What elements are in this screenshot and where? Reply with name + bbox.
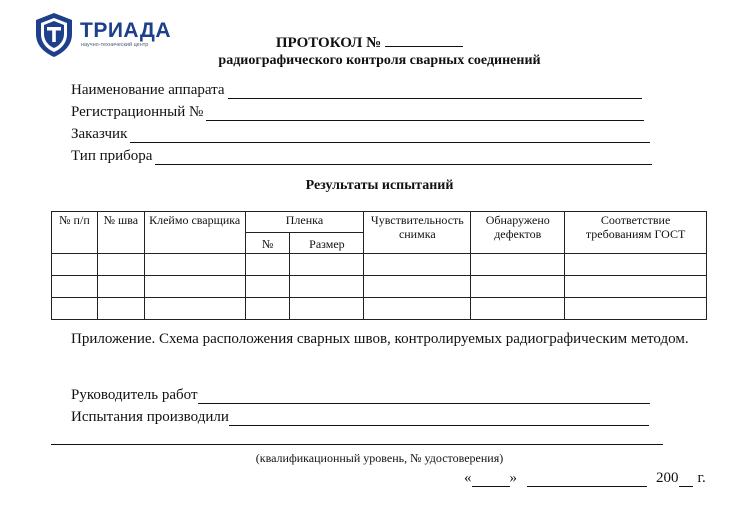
- date-month-blank[interactable]: [527, 473, 647, 487]
- signature-head: [71, 386, 650, 404]
- date-open-quote: «: [464, 470, 472, 486]
- table-cell[interactable]: [471, 276, 565, 298]
- table-cell[interactable]: [364, 276, 471, 298]
- field-device-type-blank[interactable]: [155, 151, 652, 165]
- field-customer: [71, 125, 650, 143]
- table-cell[interactable]: [245, 298, 290, 320]
- table-cell[interactable]: [97, 298, 144, 320]
- field-registration-blank[interactable]: [206, 107, 644, 121]
- field-customer-blank[interactable]: [130, 129, 650, 143]
- col-sensitivity-header: Чувствительность снимка: [364, 212, 471, 254]
- protocol-title: [0, 34, 739, 52]
- qualification-blank[interactable]: [51, 444, 663, 445]
- field-registration-label: Регистрационный №: [71, 104, 204, 120]
- table-cell[interactable]: [52, 254, 98, 276]
- table-row: [52, 276, 707, 298]
- field-device-type-label: Тип прибора: [71, 148, 153, 164]
- table-cell[interactable]: [97, 254, 144, 276]
- table-cell[interactable]: [565, 254, 707, 276]
- table-cell[interactable]: [471, 254, 565, 276]
- date-line: [464, 469, 706, 487]
- protocol-number-blank[interactable]: [385, 34, 463, 47]
- table-cell[interactable]: [364, 298, 471, 320]
- signature-testers-label: Испытания производили: [71, 409, 229, 425]
- logo-subtitle: научно-технический центр: [81, 42, 149, 48]
- table-cell[interactable]: [290, 276, 364, 298]
- field-registration: [71, 103, 644, 121]
- field-apparatus: [71, 81, 642, 99]
- table-cell[interactable]: [144, 298, 245, 320]
- table-cell[interactable]: [245, 254, 290, 276]
- col-gost-header: Соответствие требованиям ГОСТ: [565, 212, 707, 254]
- table-cell[interactable]: [565, 276, 707, 298]
- table-cell[interactable]: [144, 254, 245, 276]
- table-cell[interactable]: [52, 298, 98, 320]
- table-cell[interactable]: [290, 298, 364, 320]
- date-year-blank[interactable]: [679, 473, 693, 487]
- table-row: [52, 254, 707, 276]
- table-cell[interactable]: [565, 298, 707, 320]
- table-cell[interactable]: [245, 276, 290, 298]
- field-device-type: [71, 147, 652, 165]
- col-film-header: Пленка: [245, 212, 364, 233]
- signature-testers-blank[interactable]: [229, 412, 649, 426]
- table-cell[interactable]: [364, 254, 471, 276]
- table-cell[interactable]: [97, 276, 144, 298]
- date-day-blank[interactable]: [472, 473, 510, 487]
- table-header-row: [52, 212, 707, 233]
- table-cell[interactable]: [471, 298, 565, 320]
- col-weld-header: № шва: [97, 212, 144, 254]
- protocol-subtitle: радиографического контроля сварных соединений: [218, 53, 541, 68]
- col-film-number-header: №: [245, 233, 290, 254]
- field-apparatus-label: Наименование аппарата: [71, 82, 225, 98]
- table-row: [52, 298, 707, 320]
- col-stamp-header: Клеймо сварщика: [144, 212, 245, 254]
- results-title: Результаты испытаний: [305, 178, 454, 193]
- table-cell[interactable]: [144, 276, 245, 298]
- logo-name: ТРИАДА: [80, 19, 171, 42]
- appendix-text: Приложение. Схема расположения сварных швов, контролируемых радиографическим методом.: [71, 331, 689, 347]
- date-year-prefix: 200: [656, 470, 679, 486]
- signature-testers: [71, 408, 649, 426]
- col-defects-header: Обнаружено дефектов: [471, 212, 565, 254]
- date-year-suffix: г.: [697, 470, 706, 486]
- date-close-quote: »: [509, 470, 517, 486]
- signature-head-label: Руководитель работ: [71, 387, 198, 403]
- field-apparatus-blank[interactable]: [228, 85, 642, 99]
- results-table: [51, 211, 707, 320]
- table-cell[interactable]: [290, 254, 364, 276]
- protocol-title-text: ПРОТОКОЛ №: [275, 35, 382, 51]
- col-film-size-header: Размер: [290, 233, 364, 254]
- table-cell[interactable]: [52, 276, 98, 298]
- field-customer-label: Заказчик: [71, 126, 128, 142]
- signature-head-blank[interactable]: [198, 390, 650, 404]
- col-number-header: № п/п: [52, 212, 98, 254]
- qualification-caption: (квалификационный уровень, № удостоверения): [255, 451, 504, 465]
